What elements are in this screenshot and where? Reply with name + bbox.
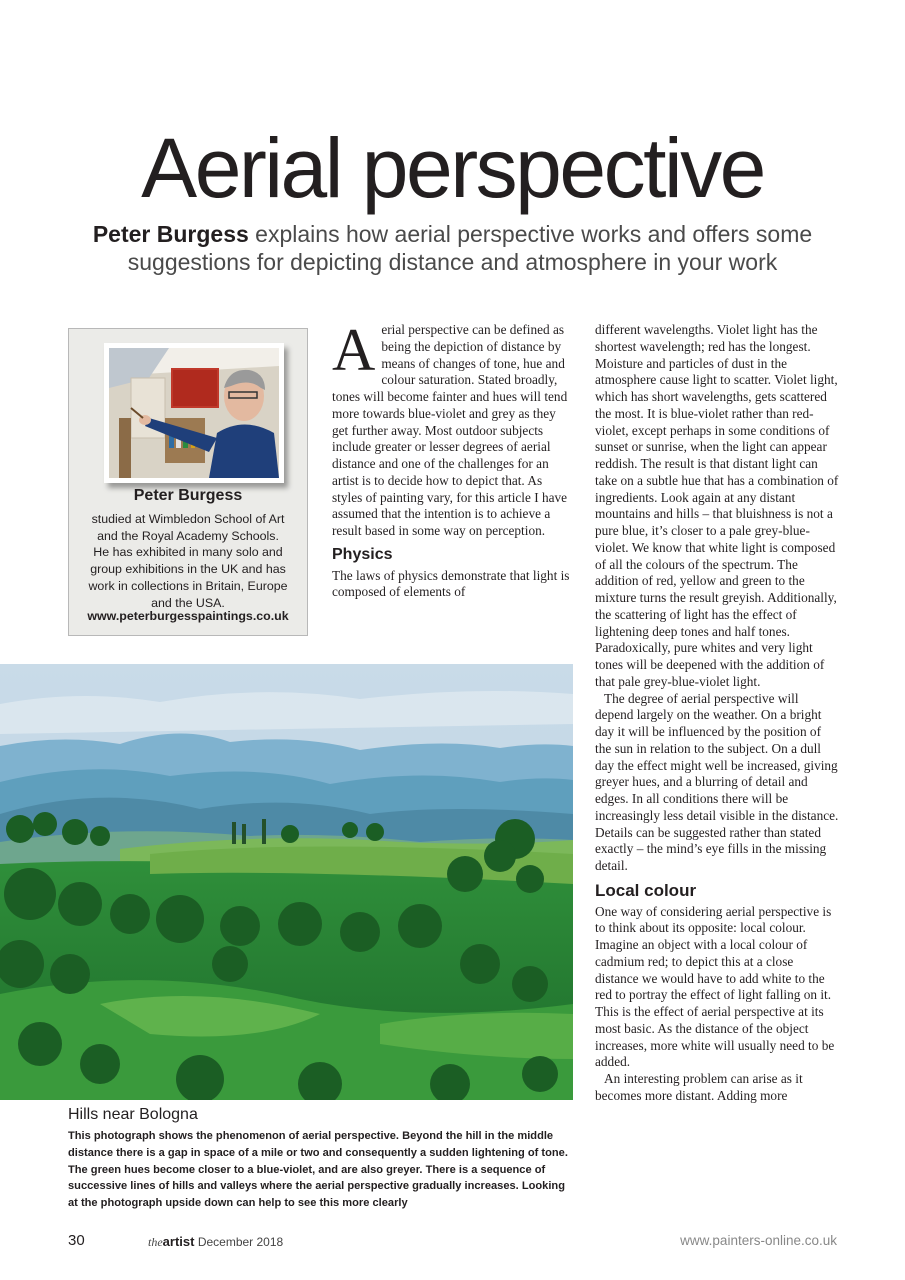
page-number: 30 [68, 1232, 85, 1249]
intro-paragraph [332, 317, 575, 540]
standfirst-author: Peter Burgess [92, 221, 249, 247]
intro-text: erial perspective can be defined as being the depiction of distance by means of changes of tone, hue and colour saturation. Stated broadly, tones will become fainter and hues will tend more towards blue-violet and grey as they get further away. Most outdoor subjects include greater or lesser degrees of aerial distance and one of the challenges for an artist is to decide how to depict that. As styles of painting vary, for this article I have assumed that the intention is to achieve a result based in some way on perception. [332, 322, 568, 538]
body-paragraph: One way of considering aerial perspective is to think about its opposite: local colour. Imagine an object with a local colour of cadmium red; to depict this at a close distance we would have to add white to the red to portray the effect of light falling on it. This is the effect of aerial perspective at its most basic. As the distance of the object increases, more white will usually need to be added. [595, 903, 835, 1070]
issue-date: December 2018 [197, 1235, 284, 1249]
brand-the: the [148, 1235, 163, 1249]
standfirst [60, 220, 845, 276]
drop-cap: A [332, 317, 376, 383]
local-colour-heading: Local colour [595, 880, 697, 900]
magazine-brand [148, 1234, 283, 1250]
article-column-2 [595, 322, 839, 1105]
physics-paragraph: The laws of physics demonstrate that light is composed of elements of [332, 567, 570, 600]
author-bio-box [68, 328, 308, 636]
article-column-1 [332, 317, 575, 601]
bio-line: He has exhibited in many solo and [93, 545, 283, 560]
bio-text [77, 511, 299, 611]
physics-heading: Physics [332, 545, 393, 563]
author-photo [104, 343, 284, 483]
bio-website-link[interactable]: www.peterburgesspaintings.co.uk [87, 609, 289, 623]
bio-line: group exhibitions in the UK and has [90, 562, 286, 577]
body-paragraph: different wavelengths. Violet light has the shortest wavelength; red has the longest. Moisture and particles of dust in the atmosphere cause light to scatter. Violet light, which has short wavelengths, gets scattered the most. It is blue-violet rather than red-violet, except perhaps in some conditions of sunset or sunrise, when the light can appear reddish. The result is that distant light can take on a subtle hue that has a combination of ingredients. Look again at any distant mountains and hills – that bluishness is not a pure blue, it’s closer to a pale grey-blue-violet. We know that white light is composed of all the colours of the spectrum. The addition of red, yellow and green to the mixture turns the result greyish. Additionally, the scattering of light has the effect of lightening deep tones and half tones. Paradoxically, pure whites and very light tones will be deepened with the addition of that pale grey-blue-violet light. [595, 322, 839, 689]
standfirst-line-1: explains how aerial perspective works and offers some [248, 221, 813, 247]
article-title: Aerial perspective [141, 121, 764, 215]
bio-line: studied at Wimbledon School of Art [91, 512, 285, 526]
standfirst-line-2: suggestions for depicting distance and atmosphere in your work [127, 249, 778, 275]
bio-line: and the Royal Academy Schools. [97, 528, 279, 543]
brand-artist: artist [162, 1234, 195, 1249]
bio-line: work in collections in Britain, Europe [88, 578, 288, 593]
bio-name: Peter Burgess [133, 487, 243, 504]
footer-website-link[interactable]: www.painters-online.co.uk [680, 1233, 837, 1248]
body-paragraph: The degree of aerial perspective will depend largely on the weather. On a bright day it will be influenced by the position of the sun in relation to the subject. On a dull day the effect might well be increased, giving greyer hues, and a blurring of detail and edges. In all conditions there will be increasingly less detail visible in the distance. Details can be suggested rather than stated exactly – the mind’s eye fills in the missing detail. [595, 690, 839, 873]
body-paragraph: An interesting problem can arise as it becomes more distant. Adding more [595, 1071, 803, 1103]
landscape-photo [0, 664, 573, 1100]
bio-line: and the USA. [151, 595, 225, 610]
photo-caption-title: Hills near Bologna [68, 1106, 198, 1123]
photo-caption-text: This photograph shows the phenomenon of aerial perspective. Beyond the hill in the middle distance there is a gap in space of a mile or two and consequently a sudden lightening of tone. The green hues become closer to a blue-violet, and are also greyer. There is a sequence of successive lines of hills and valleys where the aerial perspective gradually increases. Looking at the photograph upside down can help to see this more clearly [68, 1130, 568, 1210]
